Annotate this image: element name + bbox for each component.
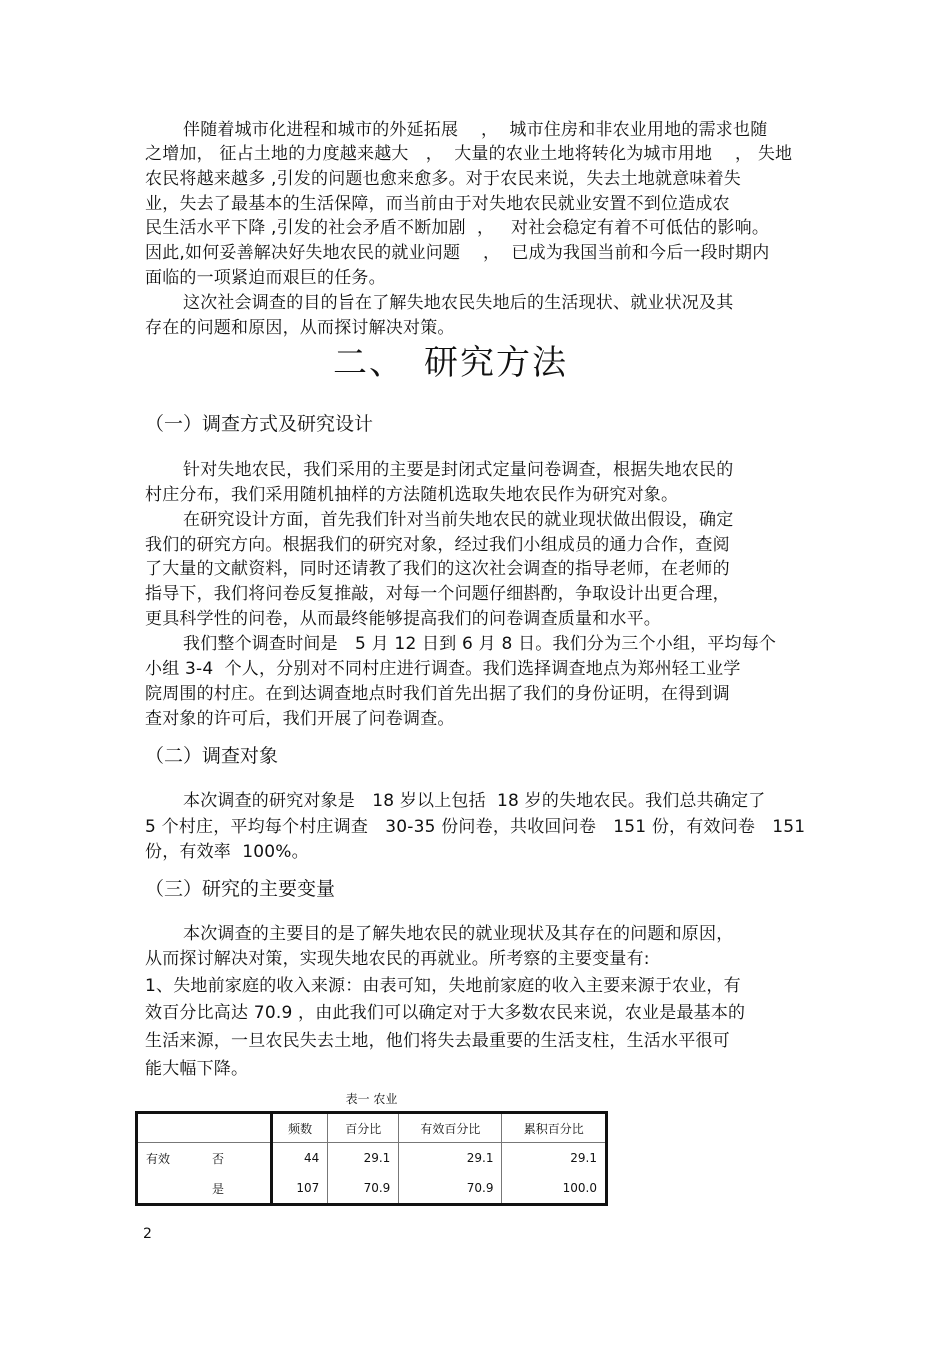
table-header-blank (137, 1113, 272, 1143)
table-header-row (137, 1113, 607, 1143)
table-title: 表一 农业 (137, 1085, 607, 1113)
text-line: 小组 3-4 个人，分别对不同村庄进行调查。我们选择调查地点为郑州轻工业学 (145, 659, 741, 679)
table-row-label: 是 (204, 1173, 272, 1205)
table-cell: 70.9 (399, 1173, 502, 1205)
table-cell: 44 (272, 1143, 328, 1174)
text-line: 更具科学性的问卷，从而最终能够提高我们的问卷调查质量和水平。 (145, 609, 661, 629)
subsection-heading-1: （一）调查方式及研究设计 (145, 413, 374, 435)
text-line: 因此,如何妥善解决好失地农民的就业问题 ， 已成为我国当前和今后一段时期内 (145, 243, 770, 263)
table-header-cell: 百分比 (328, 1113, 399, 1143)
page-number: 2 (143, 1226, 152, 1242)
text-line: 农民将越来越多 ,引发的问题也愈来愈多。对于农民来说，失去土地就意味着失 (145, 169, 742, 189)
text-line: 民生活水平下降 ,引发的社会矛盾不断加剧 ， 对社会稳定有着不可低估的影响。 (145, 218, 770, 238)
text-line: 本次调查的研究对象是 18 岁以上包括 18 岁的失地农民。我们总共确定了 (183, 791, 766, 811)
table-cell: 100.0 (502, 1173, 607, 1205)
table-cell: 29.1 (502, 1143, 607, 1174)
text-line: 份，有效率 100%。 (145, 842, 309, 862)
text-line: 生活来源，一旦农民失去土地，他们将失去最重要的生活支柱，生活水平很可 (145, 1031, 730, 1051)
text-line: 指导下，我们将问卷反复推敲，对每一个问题仔细斟酌，争取设计出更合理， (145, 584, 730, 604)
text-line: 之增加， 征占土地的力度越来越大 ， 大量的农业土地将转化为城市用地 ， 失地 (145, 144, 793, 164)
table-row (137, 1173, 607, 1205)
text-line: 效百分比高达 70.9 ，由此我们可以确定对于大多数农民来说，农业是最基本的 (145, 1003, 746, 1023)
text-line: 针对失地农民，我们采用的主要是封闭式定量问卷调查，根据失地农民的 (183, 460, 734, 480)
table-row-group: 有效 (137, 1143, 205, 1174)
text-line: 1、失地前家庭的收入来源：由表可知，失地前家庭的收入主要来源于农业，有 (145, 976, 741, 996)
text-line: 本次调查的主要目的是了解失地农民的就业现状及其存在的问题和原因， (183, 924, 734, 944)
text-line: 存在的问题和原因，从而探讨解决对策。 (145, 318, 455, 338)
text-line: 在研究设计方面，首先我们针对当前失地农民的就业现状做出假设，确定 (183, 510, 734, 530)
table-row (137, 1143, 607, 1174)
text-line: 业，失去了最基本的生活保障，而当前由于对失地农民就业安置不到位造成农 (145, 194, 730, 214)
agriculture-table (135, 1085, 608, 1206)
text-line: 我们的研究方向。根据我们的研究对象，经过我们小组成员的通力合作，查阅 (145, 535, 730, 555)
table-cell: 29.1 (399, 1143, 502, 1174)
text-line: 5 个村庄，平均每个村庄调查 30-35 份问卷，共收回问卷 151 份，有效问卷 151 (145, 817, 806, 837)
table-cell: 70.9 (328, 1173, 399, 1205)
text-line: 这次社会调查的目的旨在了解失地农民失地后的生活现状、就业状况及其 (183, 293, 734, 313)
table-row-group (137, 1173, 205, 1205)
text-line: 我们整个调查时间是 5 月 12 日到 6 月 8 日。我们分为三个小组，平均每个 (183, 634, 777, 654)
text-line: 能大幅下降。 (145, 1059, 249, 1079)
text-line: 村庄分布，我们采用随机抽样的方法随机选取失地农民作为研究对象。 (145, 485, 679, 505)
table-header-cell: 有效百分比 (399, 1113, 502, 1143)
text-line: 查对象的许可后，我们开展了问卷调查。 (145, 709, 455, 729)
table-cell: 107 (272, 1173, 328, 1205)
text-line: 院周围的村庄。在到达调查地点时我们首先出据了我们的身份证明，在得到调 (145, 684, 730, 704)
table-header-cell: 频数 (272, 1113, 328, 1143)
text-line: 面临的一项紧迫而艰巨的任务。 (145, 268, 386, 288)
table-row-label: 否 (212, 1151, 225, 1166)
subsection-heading-2: （二）调查对象 (145, 745, 279, 767)
subsection-heading-3: （三）研究的主要变量 (145, 878, 336, 900)
table-cell: 29.1 (328, 1143, 399, 1174)
table-header-cell: 累积百分比 (502, 1113, 607, 1143)
text-line: 了大量的文献资料，同时还请教了我们的这次社会调查的指导老师，在老师的 (145, 559, 730, 579)
text-line: 从而探讨解决对策，实现失地农民的再就业。所考察的主要变量有: (145, 949, 650, 969)
text-line: 伴随着城市化进程和城市的外延拓展 ， 城市住房和非农业用地的需求也随 (183, 120, 768, 140)
section-title: 二、 研究方法 (333, 343, 568, 383)
